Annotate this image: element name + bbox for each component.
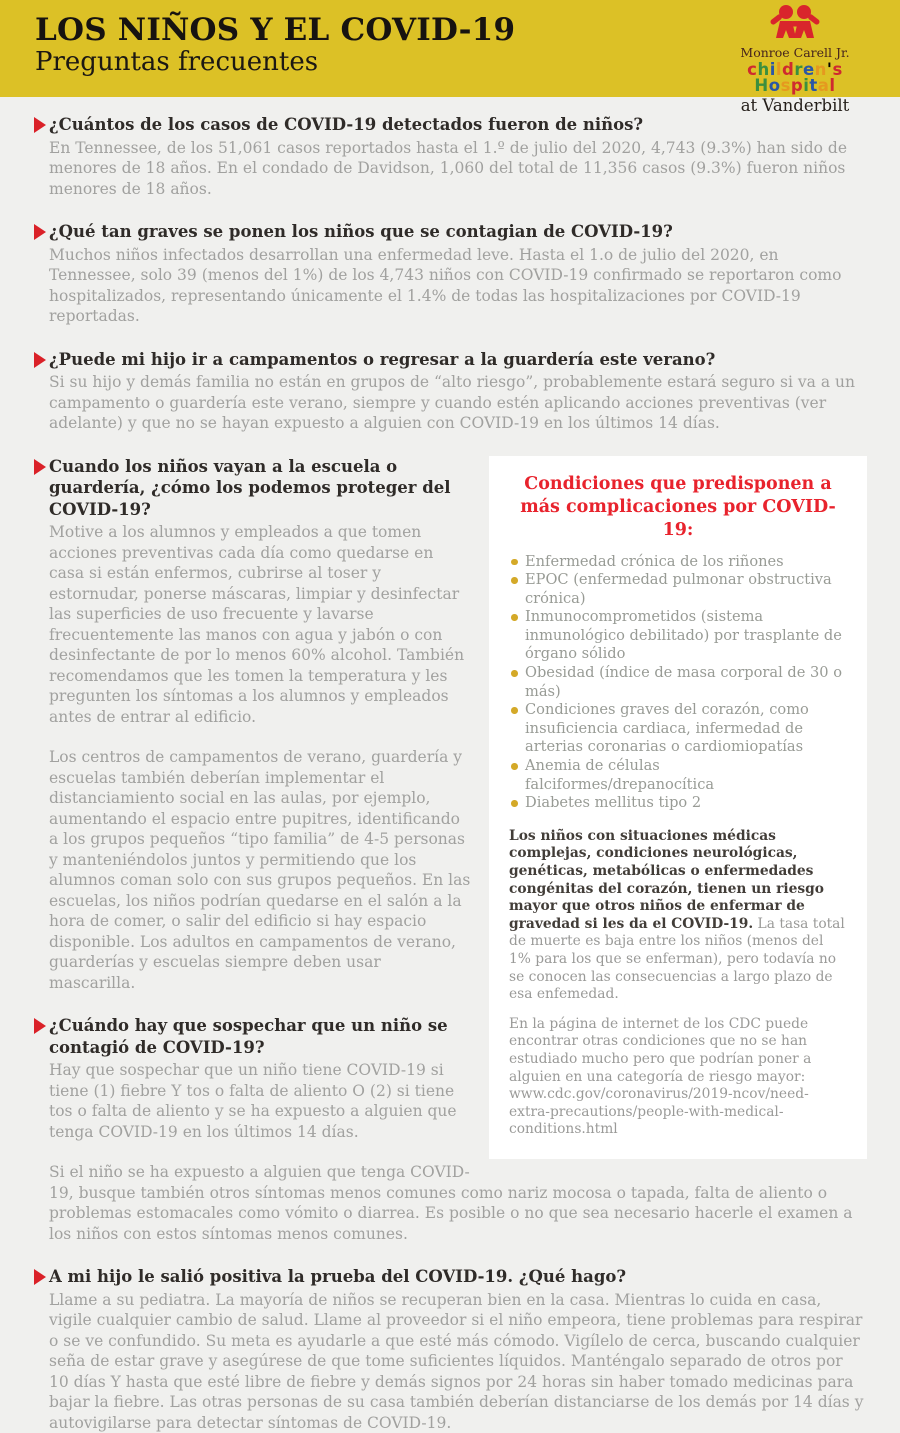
condition-item: Inmunocomprometidos (sistema inmunológico debilitado) por trasplante de órgano sólido: [509, 608, 847, 664]
question-text: A mi hijo le salió positiva la prueba del COVID-19. ¿Qué hago?: [49, 1266, 867, 1288]
complex-conditions-rest: La tasa total de muerte es baja entre los niños (menos del 1% para los que se enferman), pero todavía no se conocen las consecuencias a largo plazo de esa enfemedad.: [509, 916, 845, 1002]
question-marker-icon: [34, 117, 46, 133]
complex-conditions-bold: Los niños con situaciones médicas complejas, condiciones neurológicas, genéticas, metabólicas o enfermedades congénitas del corazón, tienen un riesgo mayor que otros niños de enfermar de gravedad si les da el COVID-19.: [509, 828, 824, 932]
page-title: LOS NIÑOS Y EL COVID-19: [35, 13, 515, 47]
condition-item: Condiciones graves del corazón, como insuficiencia cardiaca, infermedad de arterias coronarias o cardiomiopatías: [509, 701, 847, 757]
infobox-title: Condiciones que predisponen a más complicaciones por COVID-19:: [513, 473, 843, 542]
answer-paragraph: Si el niño se ha expuesto a alguien que tenga COVID-19, busque también otros síntomas menos comunes como nariz mocosa o tapada, falta de aliento o problemas estomacales como vómito o diarrea. Es posible o no que sea necesario hacerle el examen a los niños con estos síntomas menos comunes.: [49, 1162, 867, 1244]
faq-content: [0, 97, 900, 1433]
question-marker-icon: [34, 459, 46, 475]
condition-item: Enfermedad crónica de los riñones: [509, 553, 847, 572]
question-text: ¿Puede mi hijo ir a campamentos o regresar a la guardería este verano?: [49, 349, 867, 371]
condition-item: Obesidad (índice de masa corporal de 30 o más): [509, 664, 847, 701]
answer-paragraph: Los centros de campamentos de verano, guardería y escuelas también deberían implementar el distanciamiento social en las aulas, por ejemplo, aumentando el espacio entre pupitres, identificando a los grupos pequeños “tipo familia” de 4-5 personas y manteniéndolos juntos y permitiendo que los alumnos coman solo con sus grupos pequeños. En las escuelas, los niños podrían quedarse en el salón a la hora de comer, o salir del edificio si hay espacio disponible. Los adultos en campamentos de verano, guarderías y escuelas siempre deben usar mascarilla.: [49, 747, 867, 993]
condition-item: Anemia de células falciformes/drepanocítica: [509, 757, 847, 794]
question-marker-icon: [34, 352, 46, 368]
answer-paragraph: Hay que sospechar que un niño tiene COVID-19 si tiene (1) fiebre Y tos o falta de aliento O (2) si tiene tos o falta de aliento y se ha expuesto a alguien que tenga COVID-19 en los últimos 14 días.: [49, 1060, 867, 1142]
cdc-reference-text: En la página de internet de los CDC puede encontrar otras condiciones que no se han estudiado mucho pero que podrían poner a alguien en una categoría de riesgo mayor: www.cdc.gov/coronavirus/2019-ncov/need-extra-precautions/people-with-medical-conditions.html: [509, 1016, 847, 1139]
answer-paragraph: Si su hijo y demás familia no están en grupos de “alto riesgo”, probablemente estará seguro si va a un campamento o guardería este verano, siempre y cuando estén aplicando acciones preventivas (ver adelante) y que no se hayan expuesto a alguien con COVID-19 en los últimos 14 días.: [49, 372, 867, 434]
logo-monroe-carell-text: Monroe Carell Jr.: [710, 47, 880, 60]
faq-section-protect-school: [35, 456, 867, 994]
condition-item: Diabetes mellitus tipo 2: [509, 794, 847, 813]
question-marker-icon: [34, 1269, 46, 1285]
question-text: ¿Cuándo hay que sospechar que un niño se contagió de COVID-19?: [49, 1015, 499, 1058]
question-text: ¿Cuántos de los casos de COVID-19 detectados fueron de niños?: [49, 114, 867, 136]
children-figures-icon: [764, 4, 826, 46]
answer-paragraph: Muchos niños infectados desarrollan una enfermedad leve. Hasta el 1.o de julio del 2020, en Tennessee, solo 39 (menos del 1%) de los 4,743 niños con COVID-19 confirmado se reportaron como hospitalizados, representando únicamente el 1.4% de todas las hospitalizaciones por COVID-19 reportadas.: [49, 245, 867, 327]
logo-vanderbilt-text: at Vanderbilt: [710, 98, 880, 115]
question-text: ¿Qué tan graves se ponen los niños que se contagian de COVID-19?: [49, 221, 867, 243]
question-text: Cuando los niños vayan a la escuela o guardería, ¿cómo los podemos proteger del COVID-19?: [49, 456, 867, 521]
answer-paragraph: Motive a los alumnos y empleados a que tomen acciones preventivas cada día como quedarse en casa si están enfermos, cubrirse al toser y estornudar, ponerse máscaras, limpiar y desinfectar las superficies de uso frecuente y lavarse frecuentemente las manos con agua y jabón o con desinfectante de por lo menos 60% alcohol. También recomendamos que les tomen la temperatura y les pregunten los síntomas a los alumnos y empleados antes de entrar al edificio.: [49, 522, 867, 727]
faq-section-cases: [35, 114, 867, 199]
faq-section-suspect: [35, 1015, 867, 1244]
answer-paragraph: En Tennessee, de los 51,061 casos reportados hasta el 1.º de julio del 2020, 4,743 (9.3%) han sido de menores de 18 años. En el condado de Davidson, 1,060 del total de 11,356 casos (9.3%) fueron niños menores de 18 años.: [49, 138, 867, 200]
logo-hospital-text: children's Hospital: [710, 62, 880, 95]
page-header: [0, 0, 900, 97]
hospital-logo: [710, 4, 880, 114]
question-marker-icon: [34, 1018, 46, 1034]
answer-paragraph: Llame a su pediatra. La mayoría de niños se recuperan bien en la casa. Mientras lo cuida en casa, vigile cualquier cambio de salud. Llame al proveedor si el niño empeora, tiene problemas para respirar o se ve confundido. Su meta es ayudarle a que esté más cómodo. Vigílelo de cerca, buscando cualquier seña de estar grave y asegúrese de que tome suficientes líquidos. Manténgalo separado de otros por 10 días Y hasta que esté libre de fiebre y demás signos por 24 horas sin haber tomado medicinas para bajar la fiebre. Las otras personas de su casa también deberían distanciarse de los demás por 14 días y autovigilarse para detectar síntomas de COVID-19.: [49, 1290, 867, 1433]
faq-section-severity: [35, 221, 867, 327]
faq-section-camps: [35, 349, 867, 434]
page-subtitle: Preguntas frecuentes: [35, 47, 515, 77]
header-text-block: [35, 13, 515, 77]
condition-item: EPOC (enfermedad pulmonar obstructiva crónica): [509, 571, 847, 608]
question-marker-icon: [34, 224, 46, 240]
faq-section-positive-test: [35, 1266, 867, 1433]
